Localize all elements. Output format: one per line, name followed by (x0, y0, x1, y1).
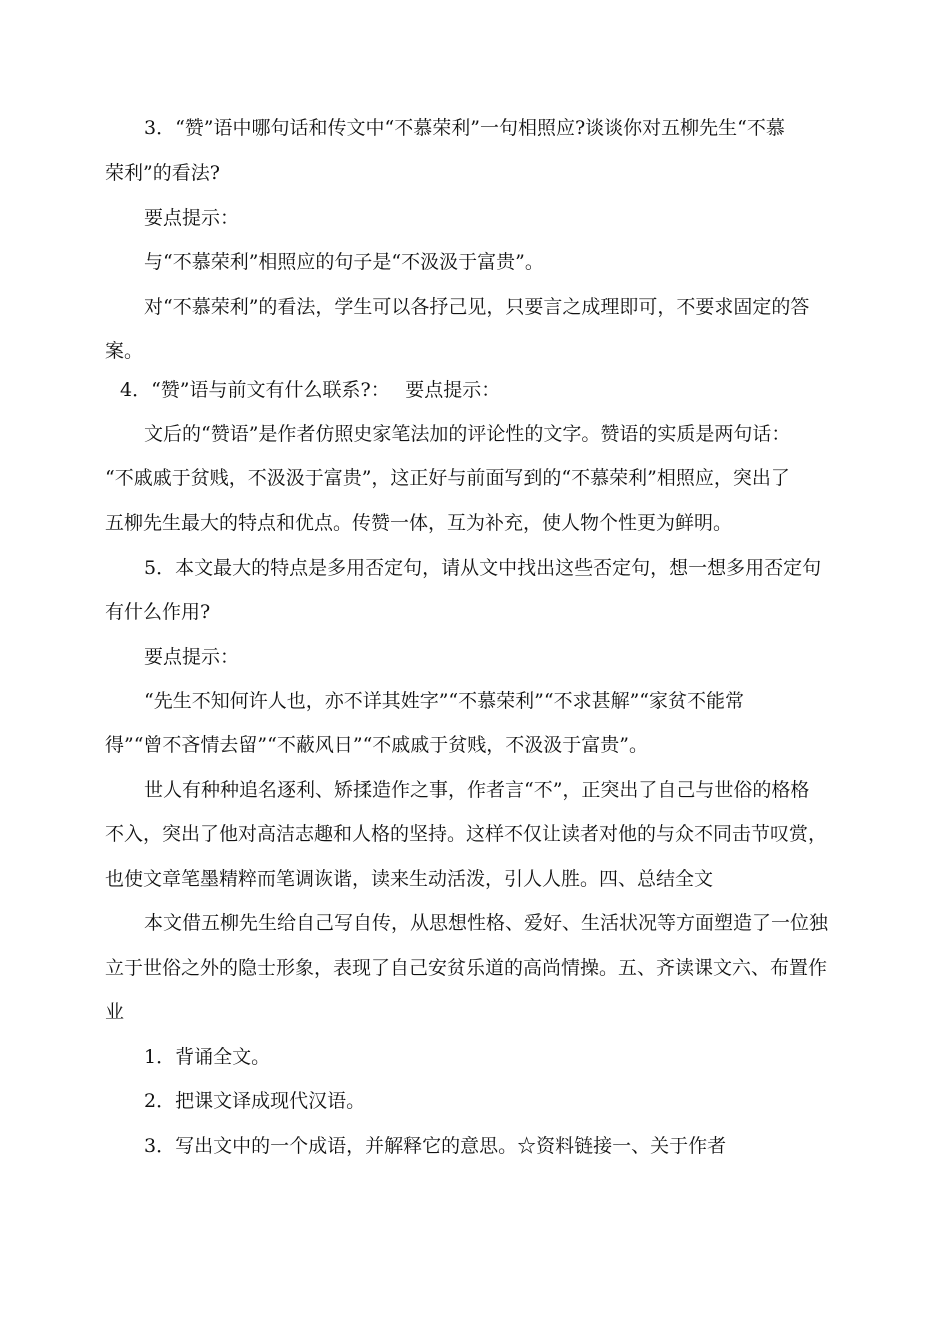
q3-line-2: 荣利”的看法? (105, 162, 220, 184)
homework-item-2: 2．把课文译成现代汉语。 (144, 1090, 366, 1112)
homework-item-3: 3．写出文中的一个成语，并解释它的意思。☆资料链接一、关于作者 (144, 1135, 727, 1157)
q3-hint-line-1: 与“不慕荣利”相照应的句子是“不汲汲于富贵”。 (144, 251, 544, 273)
summary-line-1: 本文借五柳先生给自己写自传，从思想性格、爱好、生活状况等方面塑造了一位独 (144, 912, 829, 934)
q3-hint-line-2: 对“不慕荣利”的看法，学生可以各抒己见，只要言之成理即可，不要求固定的答 (144, 296, 810, 318)
summary-line-2: 立于世俗之外的隐士形象，表现了自己安贫乐道的高尚情操。五、齐读课文六、布置作 (105, 957, 828, 979)
q4-hint-line-3: 五柳先生最大的特点和优点。传赞一体，互为补充，使人物个性更为鲜明。 (105, 512, 733, 534)
q5-line-2: 有什么作用? (105, 601, 211, 623)
q5-hint-line-1: “先生不知何许人也，亦不详其姓字”“不慕荣利”“不求甚解”“家贫不能常 (144, 690, 744, 712)
q4-hint-line-1: 文后的“赞语”是作者仿照史家笔法加的评论性的文字。赞语的实质是两句话： (144, 423, 791, 445)
q3-hint-label: 要点提示： (144, 207, 240, 229)
q5-hint-line-3: 世人有种种追名逐利、矫揉造作之事，作者言“不”，正突出了自己与世俗的格格 (144, 779, 810, 801)
q4-hint-line-2: “不戚戚于贫贱，不汲汲于富贵”，这正好与前面写到的“不慕荣利”相照应，突出了 (105, 467, 790, 489)
q5-hint-label: 要点提示： (144, 646, 240, 668)
q5-line-1: 5．本文最大的特点是多用否定句，请从文中找出这些否定句，想一想多用否定句 (144, 557, 822, 579)
q5-hint-line-2: 得”“曾不吝情去留”“不蔽风日”“不戚戚于贫贱，不汲汲于富贵”。 (105, 734, 648, 756)
summary-line-3: 业 (105, 1001, 125, 1023)
q5-hint-line-5: 也使文章笔墨精粹而笔调诙谐，读来生动活泼，引人人胜。四、总结全文 (105, 868, 714, 890)
q3-hint-line-3: 案。 (105, 340, 144, 362)
homework-item-1: 1．背诵全文。 (144, 1046, 271, 1068)
q5-hint-line-4: 不入，突出了他对高洁志趣和人格的坚持。这样不仅让读者对他的与众不同击节叹赏， (105, 823, 828, 845)
q3-line-1: 3．“赞”语中哪句话和传文中“不慕荣利”一句相照应?谈谈你对五柳先生“不慕 (144, 117, 785, 139)
q4-line: 4．“赞”语与前文有什么联系?： 要点提示： (120, 379, 501, 401)
